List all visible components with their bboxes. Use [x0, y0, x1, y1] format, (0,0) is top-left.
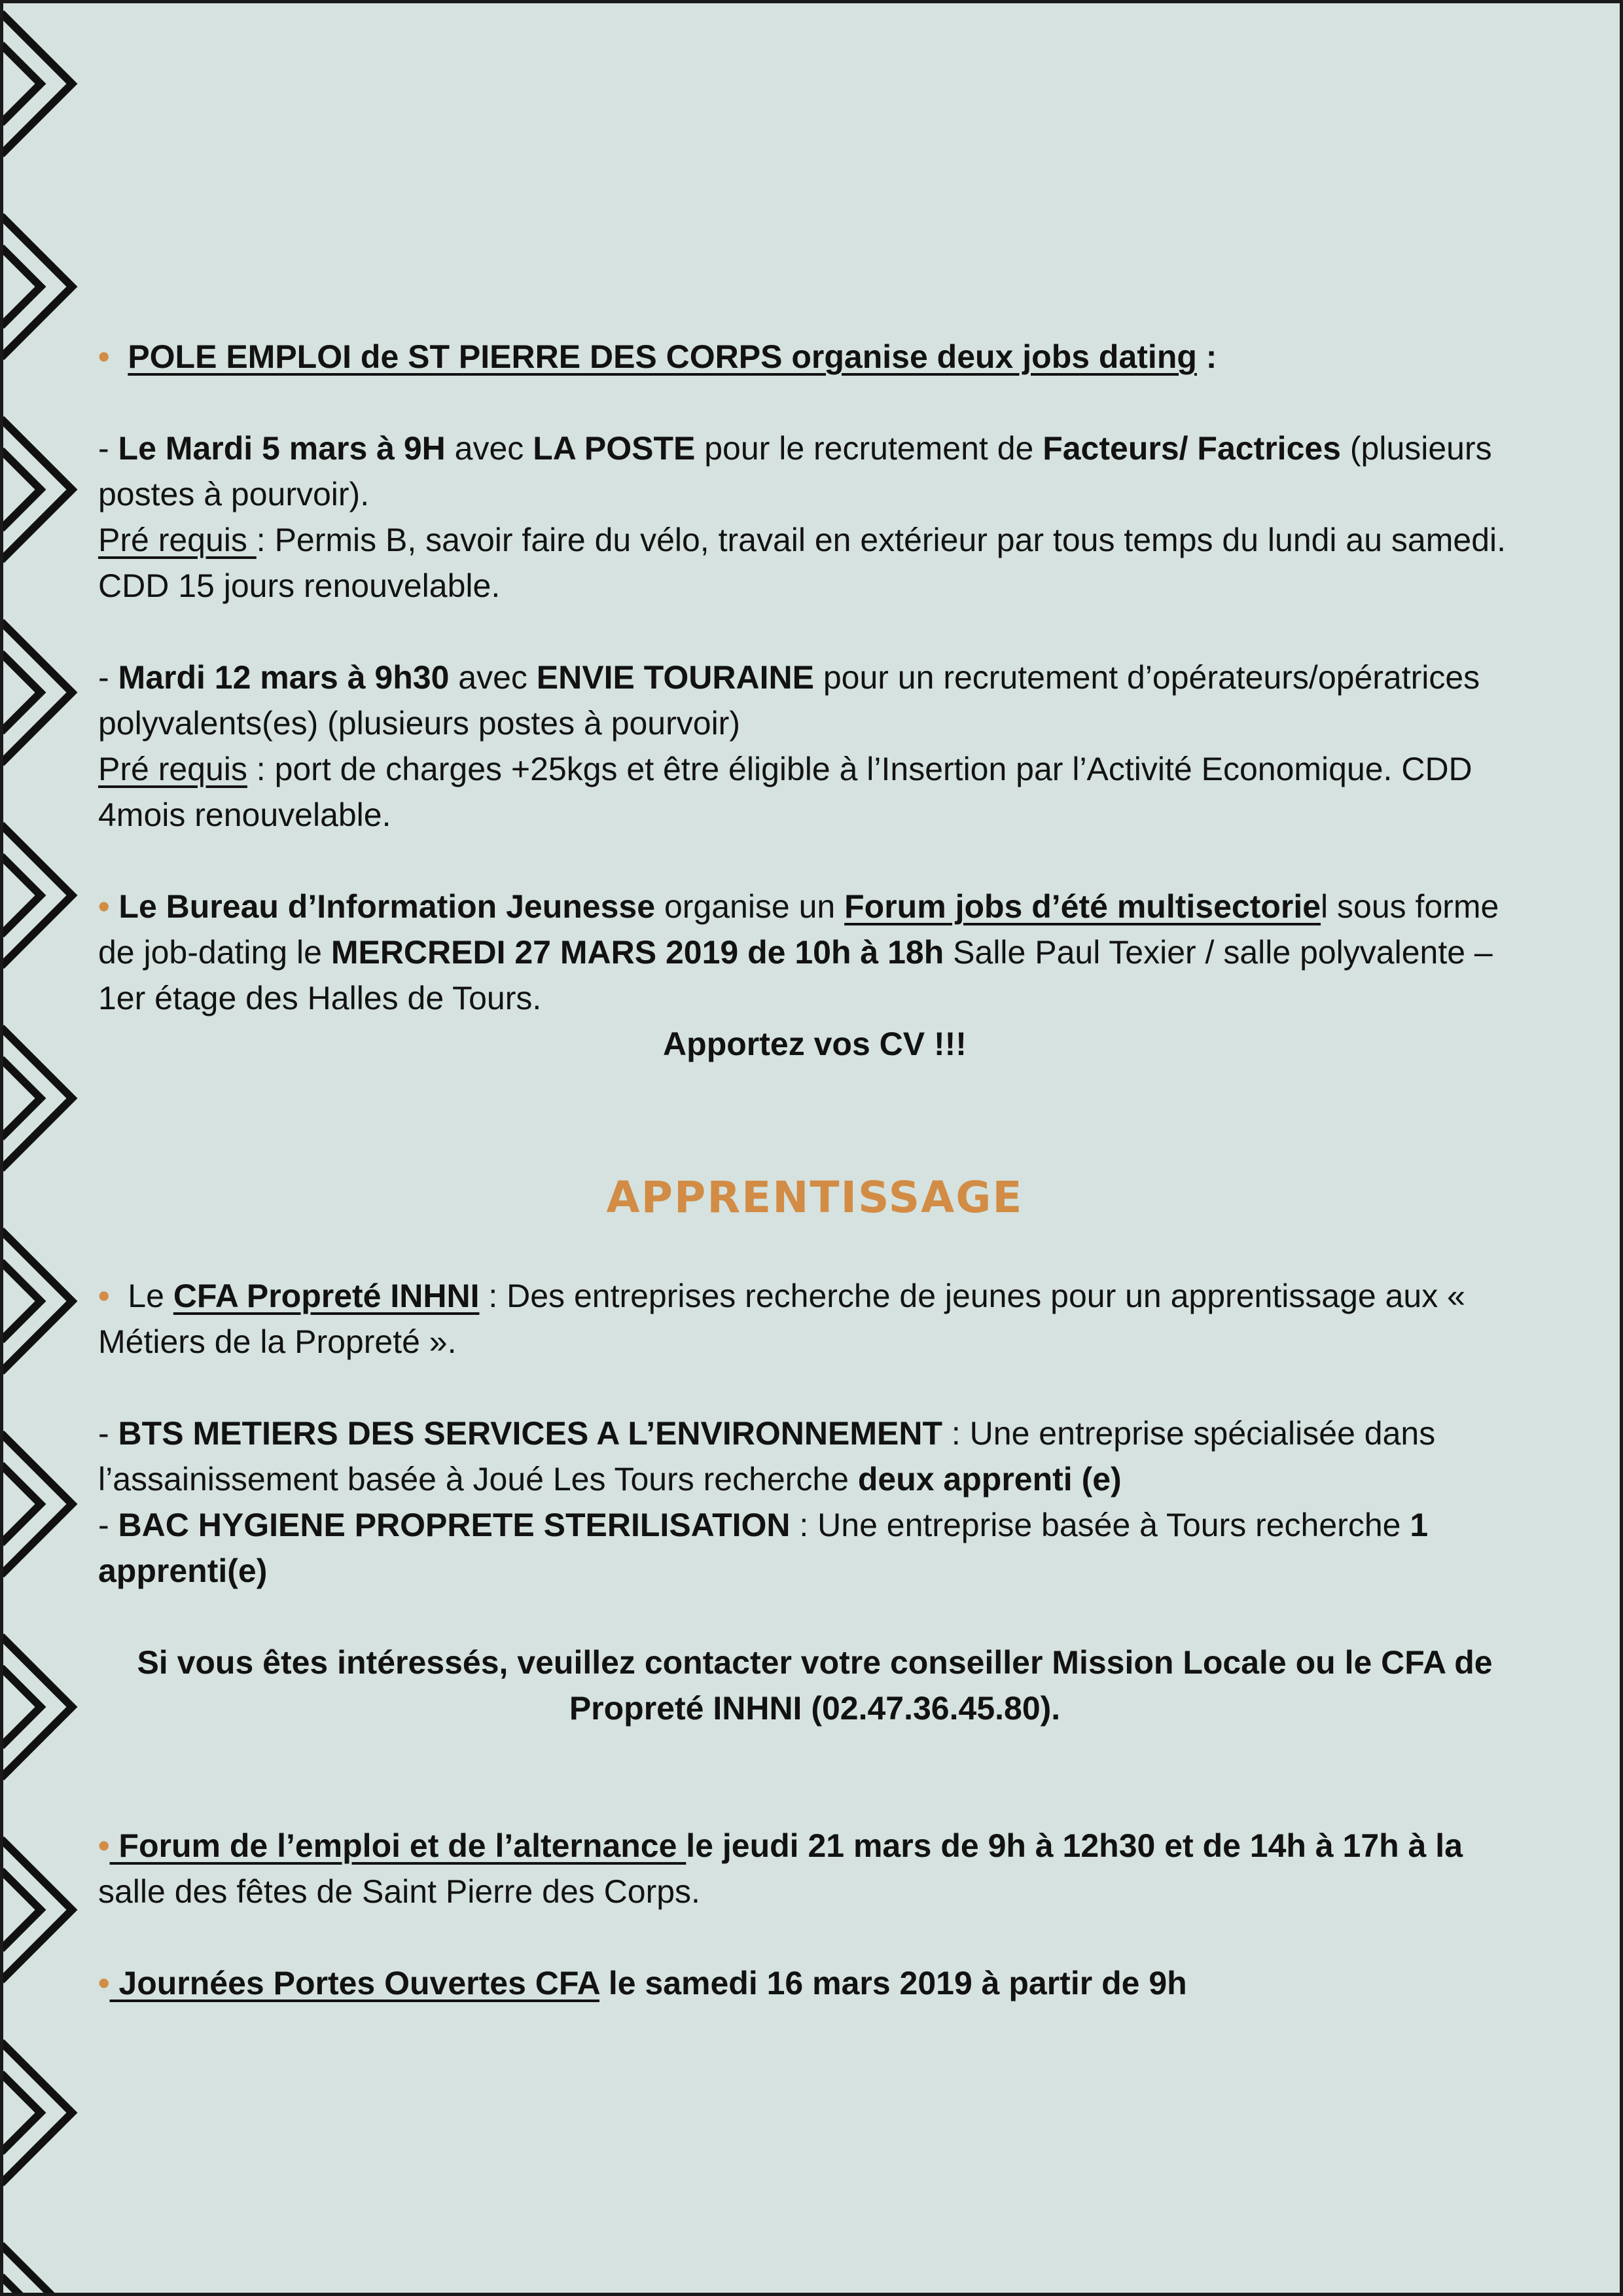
orange-dot-icon: • [98, 1965, 110, 2001]
job2-prereq-label: Pré requis [98, 751, 247, 787]
offer1-text: : Une entreprise spécialisée dans l’assainissement basée à Joué Les Tours recherche [98, 1415, 1436, 1498]
pole-emploi-title-suffix: : [1196, 338, 1217, 375]
job2-dash: - [98, 659, 118, 696]
jpo-date: le samedi 16 mars 2019 à partir de 9h [599, 1965, 1187, 2001]
offer2-text: : Une entreprise basée à Tours recherche [790, 1507, 1410, 1543]
chevron-right-icon [1, 419, 72, 560]
jpo-title: Journées Portes Ouvertes CFA [109, 1965, 599, 2001]
job1-role: Facteurs/ Factrices [1043, 430, 1341, 467]
job1-middle: pour le recrutement de [695, 430, 1043, 467]
orange-dot-icon: • [98, 1827, 110, 1864]
job1-tail: (plusieurs postes à pourvoir). [98, 430, 1492, 512]
offer2-title: BAC HYGIENE PROPRETE STERILISATION [118, 1507, 791, 1543]
bij-date: MERCREDI 27 MARS 2019 de 10h à 18h [330, 934, 944, 971]
chevron-right-icon [1, 1028, 72, 1169]
orange-dot-icon: • [98, 888, 110, 925]
cfa-name: CFA Propreté INHNI [173, 1278, 480, 1314]
job2-prereq [98, 746, 1531, 838]
offer2-paragraph [98, 1502, 1531, 1594]
chevron-right-icon [1, 216, 72, 357]
offer1-count: deux apprenti (e) [857, 1461, 1122, 1498]
job2-avec: avec [449, 659, 537, 696]
job2-company: ENVIE TOURAINE [536, 659, 814, 696]
job1-avec: avec [445, 430, 533, 467]
orange-dot-icon: • [98, 338, 110, 375]
forum-emploi-date: le jeudi 21 mars de 9h à 12h30 et de 14h à 17h à la [686, 1827, 1463, 1864]
jpo-paragraph [98, 1960, 1531, 2006]
bij-forum-rest: l sous forme de job-dating le [98, 888, 1499, 971]
job1-prereq [98, 517, 1531, 609]
job1-prereq-label: Pré requis [98, 522, 257, 558]
pole-emploi-title: POLE EMPLOI de ST PIERRE DES CORPS organise deux jobs dating [128, 338, 1197, 375]
chevron-right-icon [1, 13, 72, 154]
document-body [98, 334, 1531, 2006]
chevron-right-icon [1, 1433, 72, 1575]
offer2-dash: - [98, 1507, 118, 1543]
job1-paragraph [98, 425, 1531, 517]
chevron-right-icon [1, 825, 72, 966]
pole-emploi-title-line [98, 334, 1531, 380]
offer1-title: BTS METIERS DES SERVICES A L’ENVIRONNEMENT [118, 1415, 942, 1452]
job2-paragraph [98, 655, 1531, 746]
bij-forum-link: Forum jobs d’été multisectorie [844, 888, 1321, 925]
forum-emploi-place: salle des fêtes de Saint Pierre des Corps. [98, 1873, 700, 1910]
job1-dash: - [98, 430, 118, 467]
offer1-dash: - [98, 1415, 118, 1452]
forum-emploi-paragraph [98, 1823, 1531, 1914]
apprentissage-contact: Si vous êtes intéressés, veuillez contacter votre conseiller Mission Locale ou le CFA de Propreté INHNI (02.47.36.45.80). [137, 1644, 1493, 1727]
cfa-le: Le [109, 1278, 173, 1314]
cfa-paragraph [98, 1273, 1531, 1365]
bij-cta: Apportez vos CV !!! [663, 1026, 967, 1062]
job2-middle: pour un recrutement d’opérateurs/opératrices polyvalents(es) (plusieurs postes à pourvoir) [98, 659, 1480, 742]
bij-org: Le Bureau d’Information Jeunesse [109, 888, 656, 925]
cfa-text: : Des entreprises recherche de jeunes pour un apprentissage aux « Métiers de la Propreté ». [98, 1278, 1465, 1360]
bij-organise: organise un [655, 888, 845, 925]
job1-prereq-text: : Permis B, savoir faire du vélo, travail en extérieur par tous temps du lundi au samedi. CDD 15 jours renouvelable. [98, 522, 1507, 604]
chevron-right-icon [1, 2245, 72, 2296]
chevron-right-icon [1, 1230, 72, 1372]
orange-dot-icon: • [98, 1278, 110, 1314]
job1-company: LA POSTE [533, 430, 696, 467]
job2-date: Mardi 12 mars à 9h30 [118, 659, 450, 696]
offer1-paragraph [98, 1410, 1531, 1502]
chevron-border-decoration [0, 0, 85, 2296]
job2-prereq-text: : port de charges +25kgs et être éligible à l’Insertion par l’Activité Economique. CDD 4mois renouvelable. [98, 751, 1472, 833]
offer2-count: 1 apprenti(e) [98, 1507, 1429, 1589]
chevron-right-icon [1, 2042, 72, 2183]
chevron-right-icon [1, 622, 72, 763]
section-heading-apprentissage: APPRENTISSAGE [606, 1172, 1024, 1223]
chevron-right-icon [1, 1636, 72, 1778]
chevron-right-icon [1, 1839, 72, 1981]
bij-paragraph [98, 884, 1531, 1021]
bij-place: Salle Paul Texier / salle polyvalente – 1er étage des Halles de Tours. [98, 934, 1493, 1016]
job1-date: Le Mardi 5 mars à 9H [118, 430, 446, 467]
forum-emploi-title: Forum de l’emploi et de l’alternance [109, 1827, 687, 1864]
